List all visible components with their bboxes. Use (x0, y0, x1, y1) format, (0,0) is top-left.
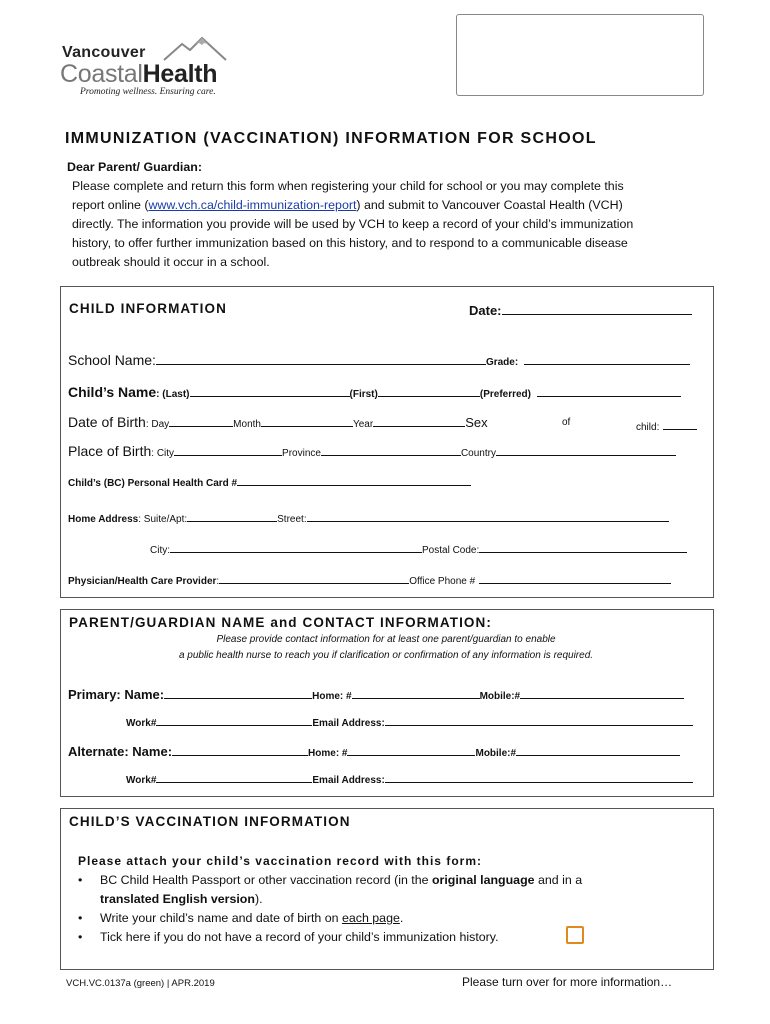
bullet-1-post: and in a (534, 873, 583, 887)
child-section-title: CHILD INFORMATION (69, 301, 227, 316)
attach-instruction: Please attach your child’s vaccination record with this form: (78, 854, 482, 868)
dob-label: Date of Birth (68, 414, 146, 430)
alternate-home-field[interactable] (347, 743, 475, 756)
pob-label: Place of Birth (68, 443, 152, 459)
intro-line-4: history, to offer further immunization based on this history, and to respond to a communicable disease (72, 236, 628, 250)
office-phone-field[interactable] (479, 571, 671, 584)
bullet-1-line2: translated English version (100, 892, 255, 906)
alternate-work-label: Work# (126, 775, 157, 786)
bullet-2-underline: each page (341, 911, 400, 925)
alternate-name-field[interactable] (172, 743, 308, 756)
alternate-mobile-field[interactable] (516, 743, 680, 756)
no-record-checkbox[interactable] (566, 926, 584, 944)
first-label: (First) (349, 389, 378, 400)
childs-name-label: Child’s Name (68, 384, 157, 400)
intro-line-5: outbreak should it occur in a school. (72, 255, 270, 269)
intro-line-2-pre: report online ( (72, 198, 149, 212)
city2-label: City: (150, 545, 170, 556)
alternate-email-label: Email Address: (312, 775, 385, 786)
grade-field[interactable] (524, 352, 690, 365)
intro-line-2 (72, 196, 712, 215)
month-label: Month (233, 419, 261, 430)
bullet-2-end: . (399, 911, 404, 925)
primary-mobile-label: Mobile:# (479, 691, 521, 702)
birth-country-field[interactable] (496, 443, 676, 456)
last-name-field[interactable] (190, 384, 350, 397)
bullet-1-cont (78, 890, 582, 909)
birth-province-field[interactable] (321, 443, 461, 456)
logo-coastal: Coastal (60, 60, 143, 88)
primary-mobile-field[interactable] (520, 686, 684, 699)
bullet-1-bold: original language (431, 873, 535, 887)
primary-email-field[interactable] (385, 713, 693, 726)
last-label: : (Last) (156, 389, 190, 400)
primary-work-field[interactable] (156, 713, 312, 726)
alternate-work-field[interactable] (156, 770, 312, 783)
intro-line-2-post: ) and submit to Vancouver Coastal Health (VCH) (356, 198, 623, 212)
alternate-work-row (126, 770, 693, 786)
home-address-label: Home Address (68, 514, 139, 525)
parent-note-2: a public health nurse to reach you if clarification or confirmation of any information is required. (178, 650, 594, 661)
logo-line2 (60, 60, 217, 89)
birth-city-field[interactable] (174, 443, 282, 456)
logo-line1: Vancouver (62, 44, 146, 61)
pob-row (68, 443, 676, 459)
bullet-1-pre: BC Child Health Passport or other vaccination record (in the (100, 873, 432, 887)
postal-label: Postal Code: (422, 545, 480, 556)
city-postal-row (150, 540, 687, 556)
bullet-2-pre: Write your child’s name and date of birth on (100, 911, 342, 925)
province-label: Province (282, 448, 321, 459)
dob-row (68, 414, 488, 430)
alternate-mobile-label: Mobile:# (475, 748, 517, 759)
month-field[interactable] (261, 414, 353, 427)
office-phone-label: Office Phone # (409, 576, 476, 587)
child-sex-label: child: (636, 422, 660, 433)
street-label: Street: (277, 514, 307, 525)
page-title: IMMUNIZATION (VACCINATION) INFORMATION FOR SCHOOL (65, 130, 597, 147)
school-name-field[interactable] (156, 352, 486, 365)
vaccination-section-title: CHILD’S VACCINATION INFORMATION (69, 814, 351, 829)
sex-field[interactable] (663, 417, 697, 430)
sex-label: Sex (465, 415, 488, 430)
child-sex-row (636, 417, 697, 433)
home-city-field[interactable] (170, 540, 422, 553)
greeting: Dear Parent/ Guardian: (67, 160, 202, 174)
phn-label: Child’s (BC) Personal Health Card # (68, 478, 238, 489)
day-label: : Day (145, 419, 170, 430)
mountain-icon (162, 36, 228, 62)
primary-email-label: Email Address: (312, 718, 385, 729)
primary-work-row (126, 713, 693, 729)
alternate-name-label: Alternate: Name: (68, 744, 173, 759)
day-field[interactable] (169, 414, 233, 427)
vaccination-bullets (78, 871, 582, 947)
street-field[interactable] (307, 509, 669, 522)
alternate-home-label: Home: # (308, 748, 348, 759)
form-code: VCH.VC.0137a (green) | APR.2019 (66, 978, 215, 989)
primary-home-label: Home: # (312, 691, 352, 702)
phn-row (68, 473, 471, 489)
alternate-row (68, 743, 680, 761)
phn-field[interactable] (237, 473, 471, 486)
bullet-1-end: ). (254, 892, 263, 906)
childs-name-row (68, 384, 681, 400)
physician-row: Physician/Health Care Provider: Office Phone # (68, 571, 671, 587)
physician-label: Physician/Health Care Provider (68, 576, 217, 587)
date-text: Date: (469, 303, 502, 318)
vch-logo (62, 36, 232, 100)
postal-code-field[interactable] (479, 540, 687, 553)
primary-row (68, 686, 684, 704)
intro-line-1: Please complete and return this form when registering your child for school or you may complete this (72, 179, 624, 193)
first-name-field[interactable] (378, 384, 480, 397)
parent-section-title: PARENT/GUARDIAN NAME and CONTACT INFORMATION: (69, 615, 492, 630)
grade-label: Grade: (485, 357, 519, 368)
primary-name-field[interactable] (164, 686, 312, 699)
turn-over-note: Please turn over for more information… (462, 975, 673, 989)
preferred-name-field[interactable] (537, 384, 681, 397)
suite-field[interactable] (187, 509, 277, 522)
school-name-label: School Name: (68, 352, 156, 368)
preferred-label: (Preferred) (479, 389, 531, 400)
alternate-email-field[interactable] (385, 770, 693, 783)
primary-name-label: Primary: Name: (68, 687, 165, 702)
bullet-1: • BC Child Health Passport or other vaccination record (in the original language and in a (78, 873, 583, 887)
bullet-3-text: Tick here if you do not have a record of your child’s immunization history. (100, 930, 499, 944)
bullet-2: • Write your child’s name and date of birth on each page. (78, 911, 404, 925)
intro-paragraph (72, 177, 712, 272)
year-label: Year (352, 419, 374, 430)
country-label: Country (460, 448, 496, 459)
of-label: of (562, 417, 571, 428)
school-row (68, 352, 690, 368)
physician-field[interactable] (219, 571, 409, 584)
date-field[interactable] (502, 302, 692, 315)
primary-work-label: Work# (126, 718, 157, 729)
suite-label: : Suite/Apt: (138, 514, 188, 525)
bullet-3: • Tick here if you do not have a record of your child’s immunization history. (78, 930, 499, 944)
logo-tagline: Promoting wellness. Ensuring care. (80, 87, 216, 97)
city-label: : City (151, 448, 175, 459)
online-report-link[interactable]: www.vch.ca/child-immunization-report (148, 198, 357, 212)
year-field[interactable] (373, 414, 465, 427)
date-label (469, 302, 692, 318)
logo-health: Health (142, 60, 218, 88)
label-sticker-box (456, 14, 704, 96)
parent-note-1: Please provide contact information for at least one parent/guardian to enable (216, 634, 556, 645)
intro-line-3: directly. The information you provide will be used by VCH to keep a record of your child’s immunization (72, 217, 634, 231)
home-address-row (68, 509, 669, 525)
primary-home-field[interactable] (352, 686, 480, 699)
